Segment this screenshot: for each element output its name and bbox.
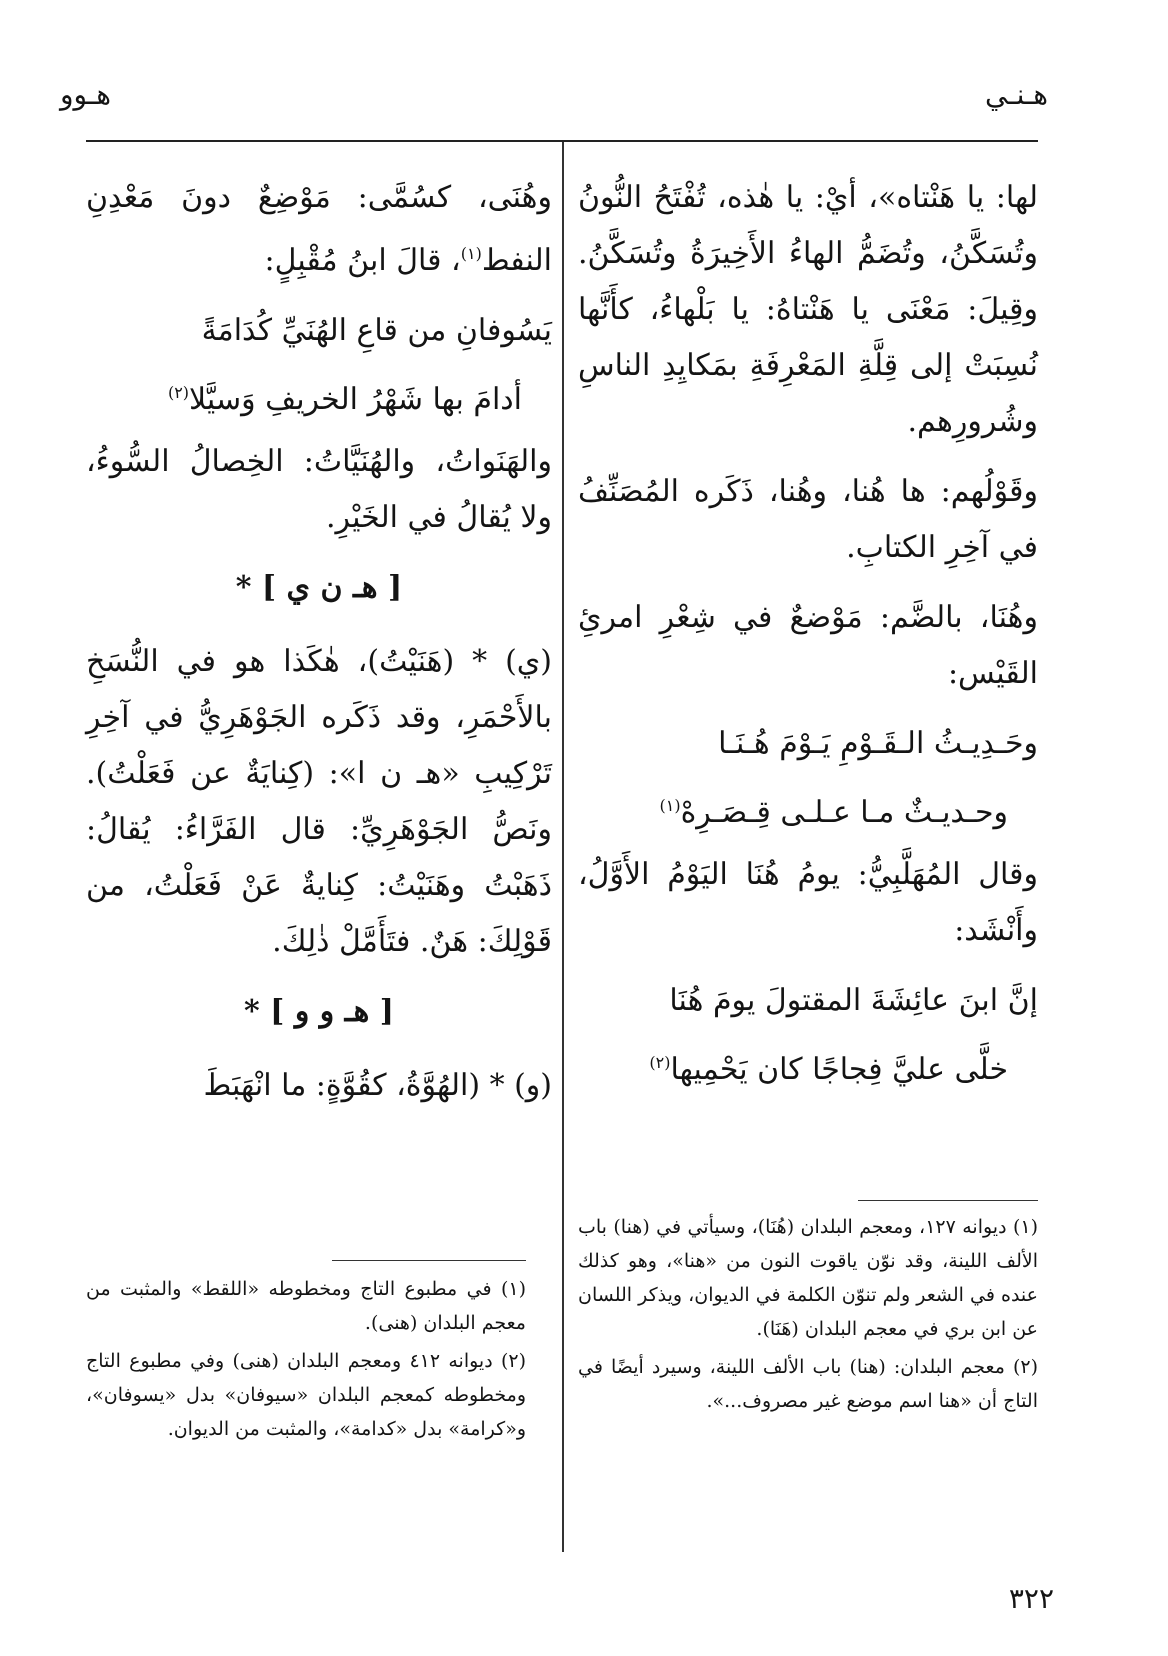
footnote-marker: (٢) xyxy=(167,383,190,402)
footnote-rule-left xyxy=(332,1260,526,1261)
entry-heading-hww: [ هـ و و ] * xyxy=(244,994,394,1029)
footnote-right-2: (٢) معجم البلدان: (هنا) باب الألف اللينة، وسيرد أيضًا في التاج أن «هنا اسم موضع غير مصروف...». xyxy=(578,1356,1038,1412)
page-header xyxy=(60,78,1048,128)
verse-2-line-2-text: خلَّى عليَّ فِجاجًا كان يَحْمِيها xyxy=(670,1052,1008,1087)
right-paragraph-3: وهُنَا، بالضَّم: مَوْضعٌ في شِعْرِ امرئِ القَيْس: xyxy=(578,600,1038,691)
verse-2-line-1: إنَّ ابنَ عائِشَةَ المقتولَ يومَ هُنَا xyxy=(669,983,1038,1018)
entry-heading-hny: [ هـ ن ي ] * xyxy=(235,570,403,605)
right-paragraph-4: وقال المُهَلَّبِيُّ: يومُ هُنَا اليَوْمُ الأَوَّلُ، وأَنْشَد: xyxy=(578,857,1038,948)
footnote-left-2: (٢) ديوانه ٤١٢ ومعجم البلدان (هنى) وفي مطبوع التاج ومخطوطه كمعجم البلدان «سيوفان» بدل «يسوفان»، و«كرامة» بدل «كدامة»، والمثبت من الديوان. xyxy=(86,1350,526,1440)
verse-1-line-1: وحَـدِيـثُ الـقَـوْمِ يَـوْمَ هُـنَـا xyxy=(718,726,1038,761)
verse-1-line-2-text: وحـديـثٌ مـا عـلـى قِـصَـرِهْ xyxy=(680,795,1008,830)
left-paragraph-1 xyxy=(86,170,552,289)
left-paragraph-1-text: وهُنَى، كسُمَّى: مَوْضِعٌ دونَ مَعْدِنِ النفط xyxy=(86,180,552,278)
right-paragraph-1: لها: يا هَنْتاه»، أيْ: يا هٰذه، تُفْتَحُ النُّونُ وتُسَكَّنُ، وتُضَمُّ الهاءُ الأَخِيرَةُ وتُسَكَّنُ. وقِيلَ: مَعْنَى يا هَنْتاهُ: يا بَلْهاءُ، كأَنَّها نُسِبَتْ إلى قِلَّةِ المَعْرِفَةِ بمَكايِدِ الناسِ وشُرورِهم. xyxy=(578,180,1038,439)
left-paragraph-1-tail: ، قالَ ابنُ مُقْبِلٍ: xyxy=(264,243,461,278)
column-divider xyxy=(562,142,564,1552)
footnote-right-1: (١) ديوانه ١٢٧، ومعجم البلدان (هُنَا)، وسيأتي في (هنا) باب الألف اللينة، وقد نوّن ياقوت النون من «هنا»، وهو كذلك عنده في الشعر ولم تنوّن الكلمة في الديوان، ويذكر اللسان عن ابن بري في معجم البلدان (هَنَا). xyxy=(578,1216,1038,1340)
footnote-marker: (١) xyxy=(659,796,681,815)
footnote-left-1: (١) في مطبوع التاج ومخطوطه «اللقط» والمثبت من معجم البلدان (هنى). xyxy=(86,1278,526,1334)
header-left-keyword: هـوو xyxy=(60,78,111,111)
left-verse-line-1: يَسُوفانِ من قاعِ الهُنَيِّ كُدَامَةً xyxy=(201,313,552,348)
left-paragraph-2: والهَنَواتُ، والهُنَيَّاتُ: الخِصالُ السُّوءُ، ولا يُقالُ في الخَيْرِ. xyxy=(86,444,552,535)
left-verse-line-2 xyxy=(86,365,552,428)
footnotes-left xyxy=(86,1272,526,1450)
left-paragraph-3: (ي) * (هَنَيْتُ)، هٰكَذا هو في النُّسَخِ بالأَحْمَرِ، وقد ذَكَره الجَوْهَرِيُّ في آخِرِ تَرْكِيبِ «هـ ن ا»: (كِنايَةٌ عن فَعَلْتُ). ونَصُّ الجَوْهَرِيِّ: قال الفَرَّاءُ: يُقالُ: ذَهَبْتُ وهَنَيْتُ: كِنايةٌ عَنْ فَعَلْتُ، من قَوْلِكَ: هَنٌ. فتَأَمَّلْ ذٰلِكَ. xyxy=(86,644,552,959)
left-paragraph-4: (و) * (الهُوَّةُ، كقُوَّةٍ: ما انْهَبَطَ xyxy=(203,1068,552,1103)
footnote-rule-right xyxy=(858,1200,1038,1201)
verse-1-line-2 xyxy=(578,778,1038,841)
left-verse-line-2-text: أدامَ بها شَهْرُ الخريفِ وَسيَّلا xyxy=(189,382,522,417)
footnotes-right xyxy=(578,1210,1038,1422)
right-paragraph-2: وقَوْلُهم: ها هُنا، وهُنا، ذَكَره المُصَنِّفُ في آخِرِ الكتابِ. xyxy=(578,474,1038,565)
footnote-marker: (١) xyxy=(460,244,482,263)
header-right-keyword: هـنـي xyxy=(985,78,1048,111)
right-column xyxy=(578,170,1038,1104)
footnote-marker: (٢) xyxy=(649,1053,671,1072)
verse-2-line-2 xyxy=(578,1035,1038,1098)
left-column xyxy=(86,170,552,1128)
page-number: ٣٢٢ xyxy=(1008,1582,1054,1615)
